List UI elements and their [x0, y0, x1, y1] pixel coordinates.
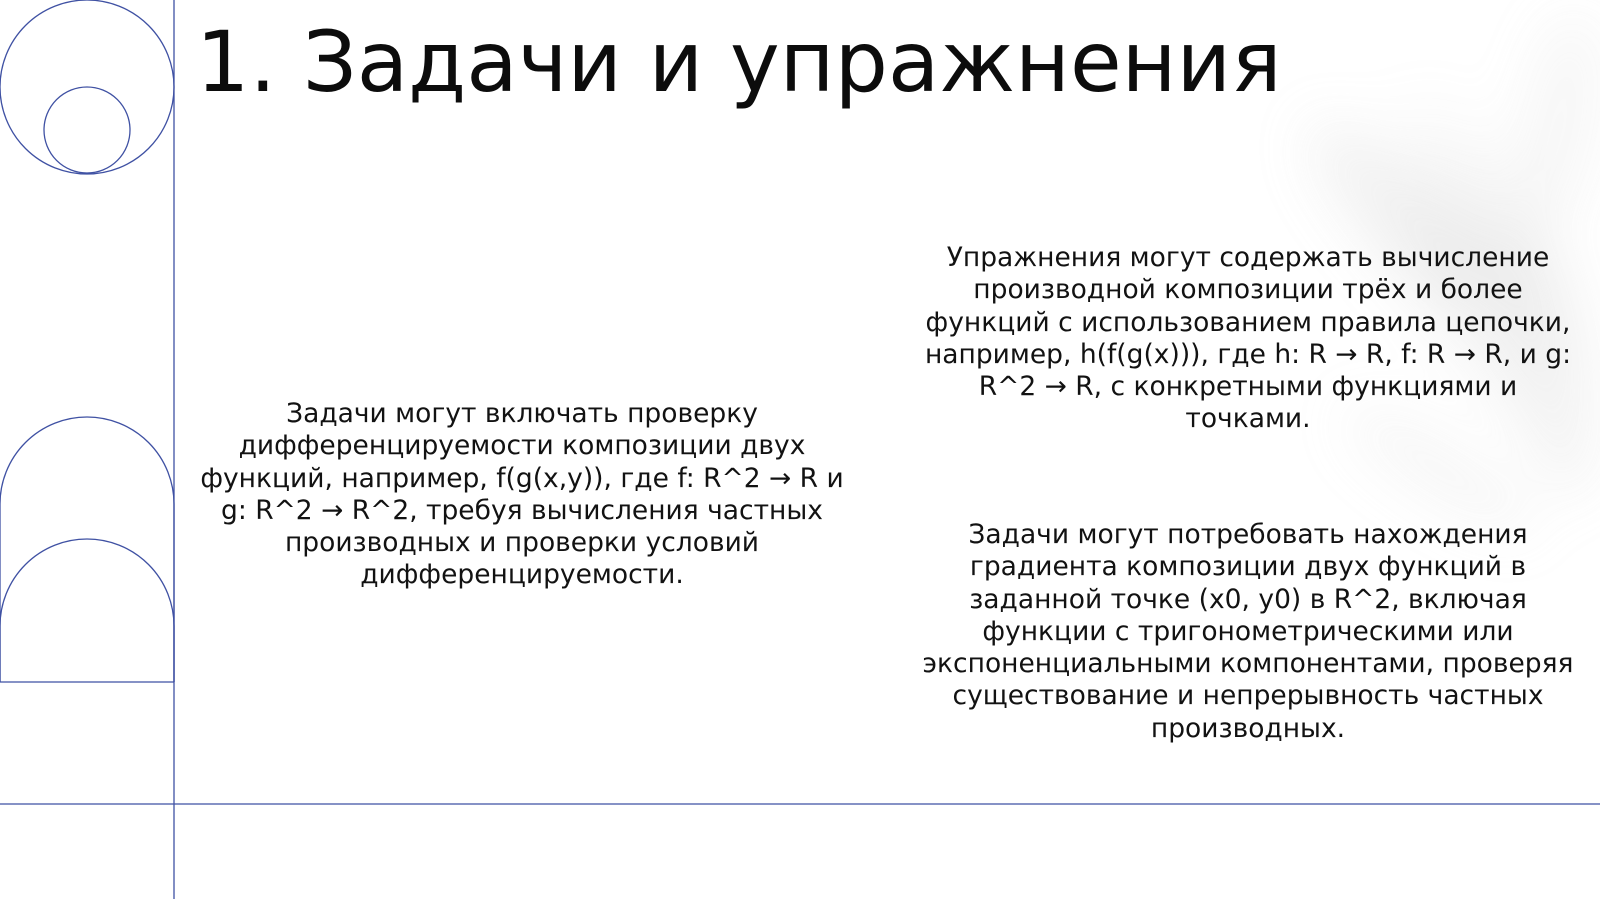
text-block-left: Задачи могут включать проверку дифференцируемости композиции двух функций, например, f(g(x,y)), где f: R^2 → R и g: R^2 → R^2, требуя вычисления частных производных и проверки условий дифференцируемости. — [200, 398, 844, 591]
slide-title: 1. Задачи и упражнения — [196, 13, 1282, 111]
text-block-right-bottom: Задачи могут потребовать нахождения градиента композиции двух функций в заданной точке (x0, y0) в R^2, включая функции с тригонометрическими или экспоненциальными компонентами, проверяя существование и непрерывность частных производных. — [922, 519, 1574, 744]
text-block-right-top: Упражнения могут содержать вычисление производной композиции трёх и более функций с использованием правила цепочки, например, h(f(g(x))), где h: R → R, f: R → R, и g: R^2 → R, с конкретными функциями и точками. — [924, 242, 1572, 435]
